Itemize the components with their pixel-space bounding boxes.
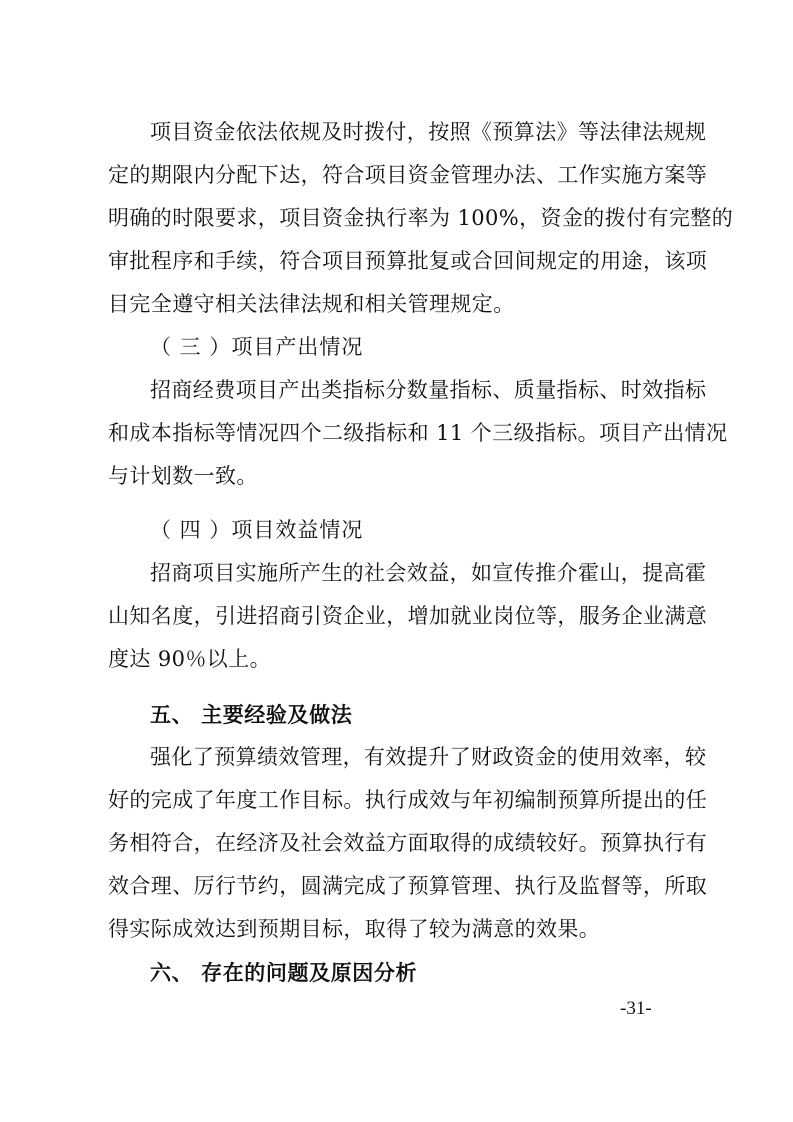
section-heading-benefit: （ 四 ）项目效益情况 [150, 518, 364, 542]
paragraph-line: 山知名度，引进招商引资企业，增加就业岗位等，服务企业满意 [108, 604, 708, 628]
section-heading-problems: 六、 存在的问题及原因分析 [150, 961, 418, 985]
paragraph-line: 与计划数一致。 [108, 464, 258, 488]
paragraph-line: 务相符合，在经济及社会效益方面取得的成绩较好。预算执行有 [108, 831, 708, 855]
paragraph-line: 明确的时限要求，项目资金执行率为 100%，资金的拨付有完整的 [108, 206, 734, 230]
section-heading-experience: 五、 主要经验及做法 [150, 703, 353, 727]
paragraph-line: 强化了预算绩效管理，有效提升了财政资金的使用效率，较 [150, 745, 707, 769]
paragraph-line: 度达 90％以上。 [108, 647, 271, 671]
paragraph-line: 得实际成效达到预期目标，取得了较为满意的效果。 [108, 917, 601, 941]
paragraph-line: 项目资金依法依规及时拨付，按照《预算法》等法律法规规 [150, 120, 707, 144]
paragraph-line: 招商经费项目产出类指标分数量指标、质量指标、时效指标 [150, 378, 707, 402]
paragraph-line: 招商项目实施所产生的社会效益，如宣传推介霍山，提高霍 [150, 561, 707, 585]
section-heading-output: （ 三 ）项目产出情况 [150, 335, 364, 359]
page-number: -31- [620, 998, 652, 1019]
paragraph-line: 好的完成了年度工作目标。执行成效与年初编制预算所提出的任 [108, 788, 708, 812]
paragraph-line: 效合理、厉行节约，圆满完成了预算管理、执行及监督等，所取 [108, 874, 708, 898]
paragraph-line: 目完全遵守相关法律法规和相关管理规定。 [108, 292, 515, 316]
paragraph-line: 定的期限内分配下达，符合项目资金管理办法、工作实施方案等 [108, 163, 708, 187]
paragraph-line: 审批程序和手续，符合项目预算批复或合回间规定的用途，该项 [108, 249, 708, 273]
paragraph-line: 和成本指标等情况四个二级指标和 11 个三级指标。项目产出情况 [108, 421, 728, 445]
